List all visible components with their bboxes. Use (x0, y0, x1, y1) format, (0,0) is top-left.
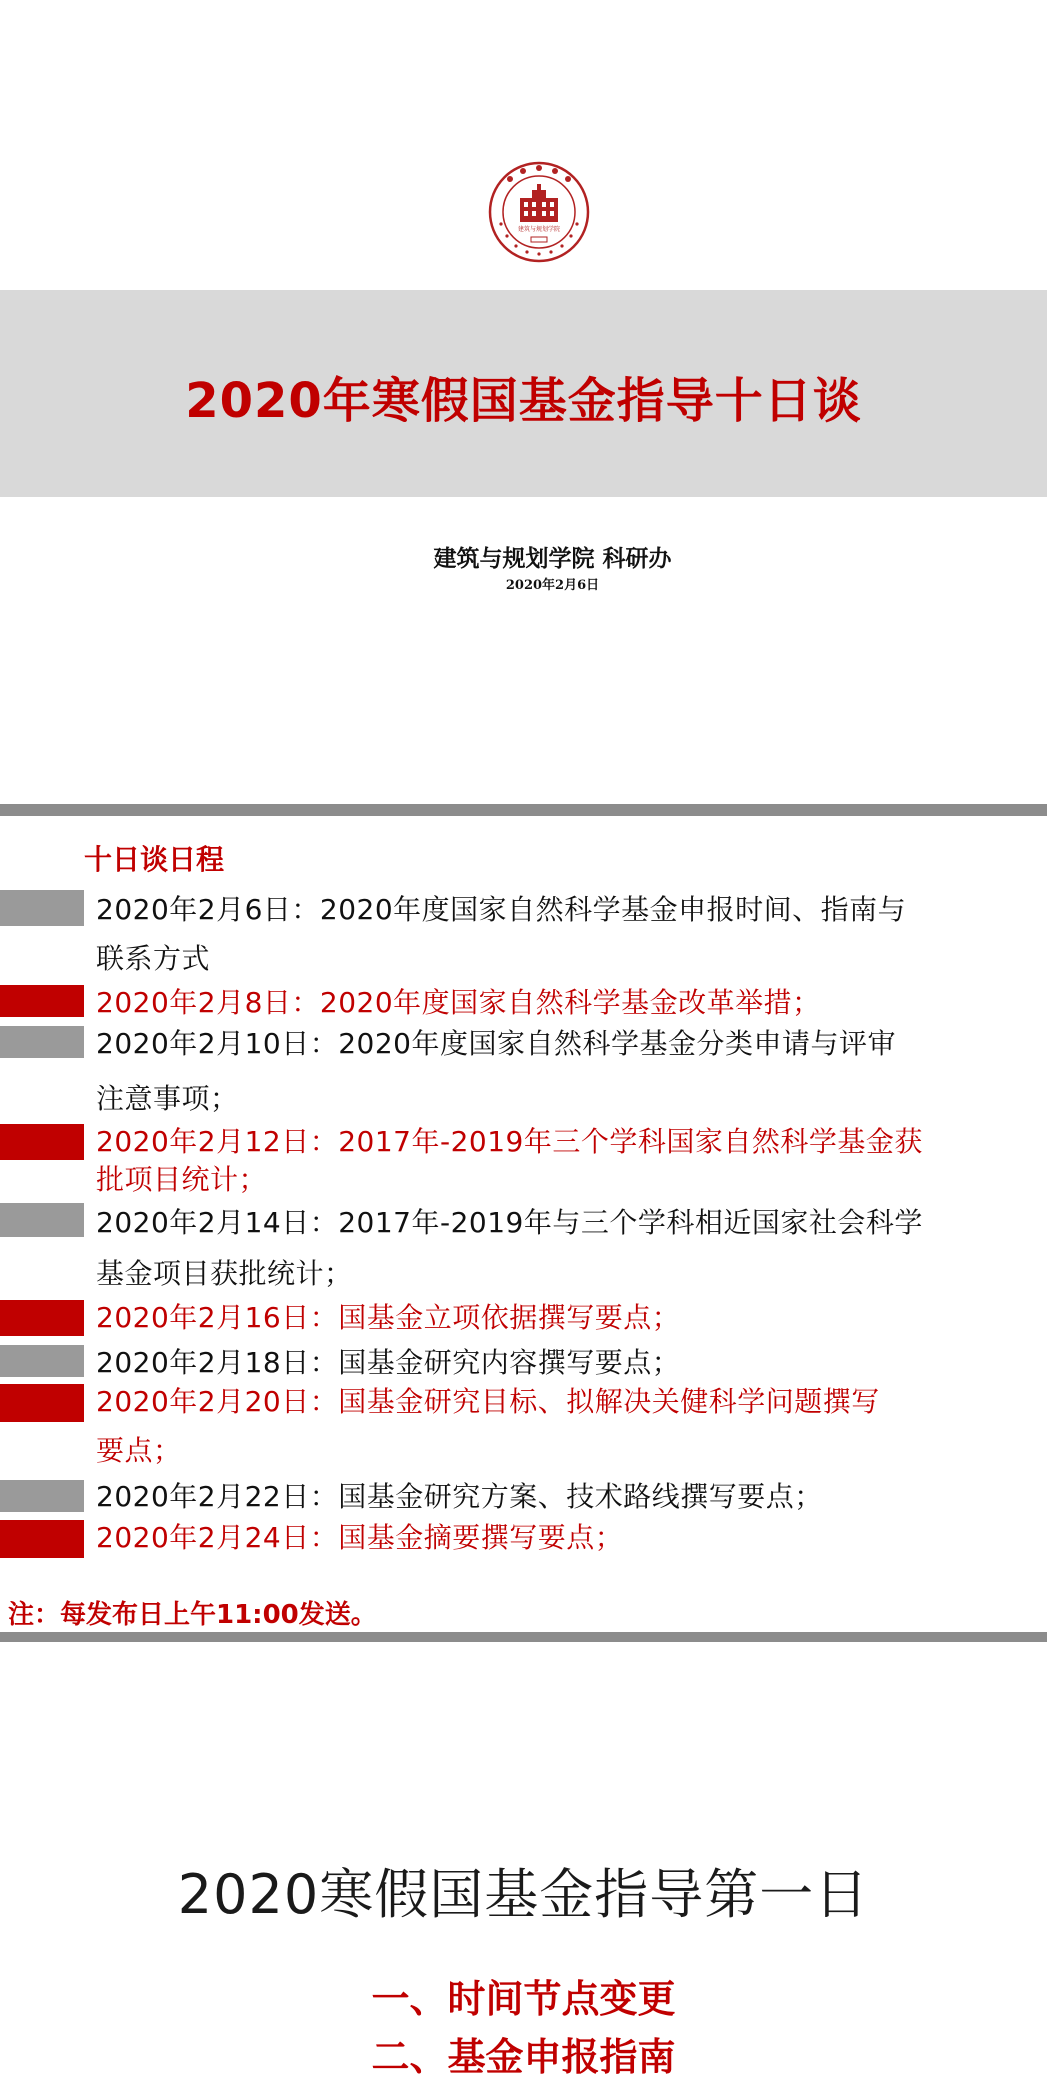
day1-next-heading: 二、基金申报指南 (371, 2035, 676, 2079)
row-marker (0, 1520, 84, 1558)
seal-text: 建筑与规划学院 (517, 226, 561, 233)
day1-section-heading: 一、时间节点变更 (371, 1977, 676, 2021)
row-marker (0, 1203, 84, 1237)
schedule-line: 2020年2月24日：国基金摘要撰写要点； (96, 1521, 624, 1554)
schedule-note: 注：每发布日上午11:00发送。 (8, 1600, 377, 1630)
department-label: 建筑与规划学院 科研办 (433, 545, 672, 572)
schedule-line: 2020年2月22日：国基金研究方案、技术路线撰写要点； (96, 1480, 823, 1513)
row-marker (0, 1300, 84, 1336)
schedule-line: 要点； (96, 1434, 182, 1467)
schedule-line: 注意事项； (96, 1082, 239, 1115)
schedule-line: 2020年2月8日：2020年度国家自然科学基金改革举措； (96, 986, 821, 1019)
slide-bottom-bar (0, 1632, 1047, 1642)
row-marker (0, 1345, 84, 1377)
row-marker (0, 1384, 84, 1422)
schedule-line: 联系方式 (96, 942, 211, 975)
row-marker (0, 985, 84, 1017)
schedule-line: 2020年2月12日：2017年-2019年三个学科国家自然科学基金获 (96, 1125, 923, 1158)
schedule-line: 2020年2月10日：2020年度国家自然科学基金分类申请与评审 (96, 1027, 896, 1060)
schedule-line: 2020年2月16日：国基金立项依据撰写要点； (96, 1301, 681, 1334)
university-seal-icon (487, 160, 591, 264)
cover-date: 2020年2月6日 (505, 578, 600, 593)
row-marker (0, 1026, 84, 1058)
cover-title: 2020年寒假国基金指导十日谈 (185, 373, 862, 429)
row-marker (0, 1480, 84, 1512)
row-marker (0, 1124, 84, 1160)
slide-top-bar (0, 804, 1047, 816)
schedule-line: 2020年2月14日：2017年-2019年与三个学科相近国家社会科学 (96, 1206, 923, 1239)
schedule-line: 基金项目获批统计； (96, 1257, 353, 1290)
day1-title: 2020寒假国基金指导第一日 (177, 1863, 870, 1926)
schedule-line: 2020年2月6日：2020年度国家自然科学基金申报时间、指南与 (96, 893, 907, 926)
schedule-line: 2020年2月20日：国基金研究目标、拟解决关健科学问题撰写 (96, 1385, 880, 1418)
schedule-line: 批项目统计； (96, 1163, 268, 1196)
row-marker (0, 890, 84, 926)
schedule-heading: 十日谈日程 (84, 843, 225, 876)
schedule-line: 2020年2月18日：国基金研究内容撰写要点； (96, 1346, 681, 1379)
